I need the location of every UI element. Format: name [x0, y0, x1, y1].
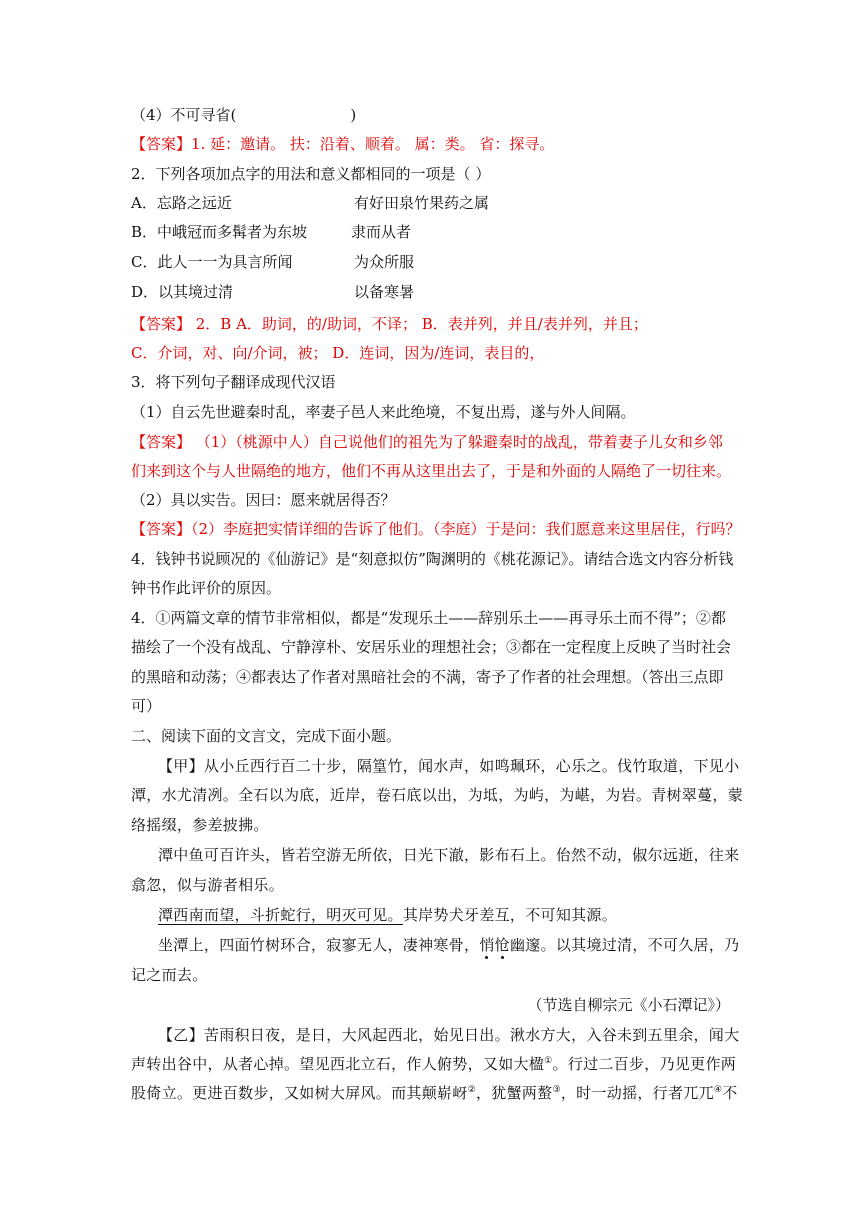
passage-jia-line-1: 【甲】从小丘西行百二十步，隔篁竹，闻水声，如鸣珮环，心乐之。伐竹取道，下见小 — [158, 757, 740, 775]
option-b-right: 隶而从者 — [351, 223, 412, 241]
answer-4-line-1: 4．①两篇文章的情节非常相似，都是“发现乐土——辞别乐土——再寻乐土而不得”；②都 — [131, 609, 726, 627]
passage-source: （节选自柳宗元《小石潭记》） — [527, 996, 730, 1014]
section-2-heading: 二、阅读下面的文言文，完成下面小题。 — [131, 727, 402, 745]
option-b — [131, 222, 412, 242]
option-a-right: 有好田泉竹果药之属 — [354, 194, 490, 212]
answer-3-1-line-1: 【答案】 （1）（桃源中人）自己说他们的祖先为了躲避秦时的战乱，带着妻子儿女和乡邻 — [131, 433, 723, 451]
question-3-sentence-1: （1）自云先世避秦时乱，率妻子邑人来此绝境，不复出焉，遂与外人间隔。 — [131, 403, 636, 421]
option-d-right: 以备寒暑 — [354, 283, 415, 301]
passage-yi-line-2: 声转出谷中，从者心掉。望见西北立石，作人俯势，又如大楹①。行过二百步，乃见更作两 — [131, 1055, 737, 1073]
question-3-stem: 3．将下列句子翻译成现代汉语 — [131, 373, 336, 391]
passage-jia-line-4: 潭中鱼可百许头，皆若空游无所依，日光下澈，影布石上。佁然不动，俶尔远逝，往来 — [158, 846, 740, 864]
question-4-stem-1: 4．钱钟书说顾况的《仙游记》是“刻意拟仿”陶渊明的《桃花源记》。请结合选文内容分析钱 — [131, 550, 734, 568]
underlined-sentence: 潭西南而望，斗折蛇行，明灭可见。 — [158, 906, 403, 924]
passage-jia-line-7: 坐潭上，四面竹树环合，寂寥无人，凄神寒骨，悄怆幽邃。以其境过清，不可久居，乃 — [158, 936, 740, 954]
answer-1: 【答案】1. 延：邀请。 扶：沿着、顺着。 属：类。 省：探寻。 — [131, 135, 555, 153]
question-4-stem-2: 钟书作此评价的原因。 — [131, 579, 282, 597]
passage-jia-line-8: 记之而去。 — [131, 966, 208, 984]
passage-yi-line-1: 【乙】苦雨积日夜，是日，大风起西北，始见日出。湫水方大，入谷未到五里余，闻大 — [158, 1026, 740, 1044]
option-c-left: C．此人一一为具言所闻 — [131, 253, 293, 271]
passage-yi-line-3: 股倚立。更进百数步，又如树大屏风。而其颠崭岈②，犹蟹两螯③，时一动摇，行者兀兀④不 — [131, 1084, 738, 1102]
dotted-char: 悄 — [479, 936, 495, 954]
passage-jia-line-5: 翕忽，似与游者相乐。 — [131, 876, 285, 894]
answer-3-2: 【答案】（2）李庭把实情详细的告诉了他们。（李庭）于是问：我们愿意来这里居住，行吗？ — [131, 520, 741, 538]
answer-4-line-4: 可） — [131, 697, 162, 715]
answer-3-1-line-2: 们来到这个与人世隔绝的地方，他们不再从这里出去了，于是和外面的人隔绝了一切往来。 — [131, 462, 732, 480]
question-1-4: （4）不可寻省( ) — [131, 106, 357, 124]
answer-2-line-2: C．介词，对、向/介词，被； D．连词，因为/连词，表目的， — [131, 344, 545, 362]
passage-jia-line-2: 潭，水尤清冽。全石以为底，近岸，卷石底以出，为坻，为屿，为嵁，为岩。青树翠蔓，蒙 — [131, 786, 744, 804]
passage-jia-line-3: 络摇缀，参差披拂。 — [131, 816, 269, 834]
option-c-right: 为众所服 — [354, 253, 415, 271]
option-d-left: D．以其境过清 — [131, 283, 234, 301]
answer-4-line-2: 描绘了一个没有战乱、宁静淳朴、安居乐业的理想社会；③都在一定程度上反映了当时社会 — [131, 638, 732, 656]
passage-jia-line-6: 潭西南而望，斗折蛇行，明灭可见。其岸势犬牙差互，不可知其源。 — [158, 906, 618, 924]
answer-4-line-3: 的黑暗和动荡；④都表达了作者对黑暗社会的不满，寄予了作者的社会理想。（答出三点即 — [131, 668, 724, 686]
question-3-sentence-2: （2）具以实告。因曰：愿来就居得否？ — [131, 491, 396, 509]
footnote-mark: ④ — [713, 1085, 723, 1095]
option-c — [131, 252, 415, 272]
footnote-mark: ③ — [552, 1085, 561, 1095]
footnote-mark: ① — [544, 1056, 553, 1066]
option-a — [131, 193, 490, 213]
footnote-mark: ② — [467, 1085, 476, 1095]
answer-2-line-1: 【答案】 2．B A．助词，的/助词，不译； B．表并列，并且/表并列，并且； — [131, 315, 648, 333]
question-2-stem: 2．下列各项加点字的用法和意义都相同的一项是（ ） — [131, 165, 491, 183]
option-a-left: A．忘路之远近 — [131, 194, 232, 212]
option-d — [131, 282, 415, 302]
option-b-left: B．中峨冠而多髯者为东坡 — [131, 223, 308, 241]
dotted-char: 怆 — [494, 936, 510, 954]
